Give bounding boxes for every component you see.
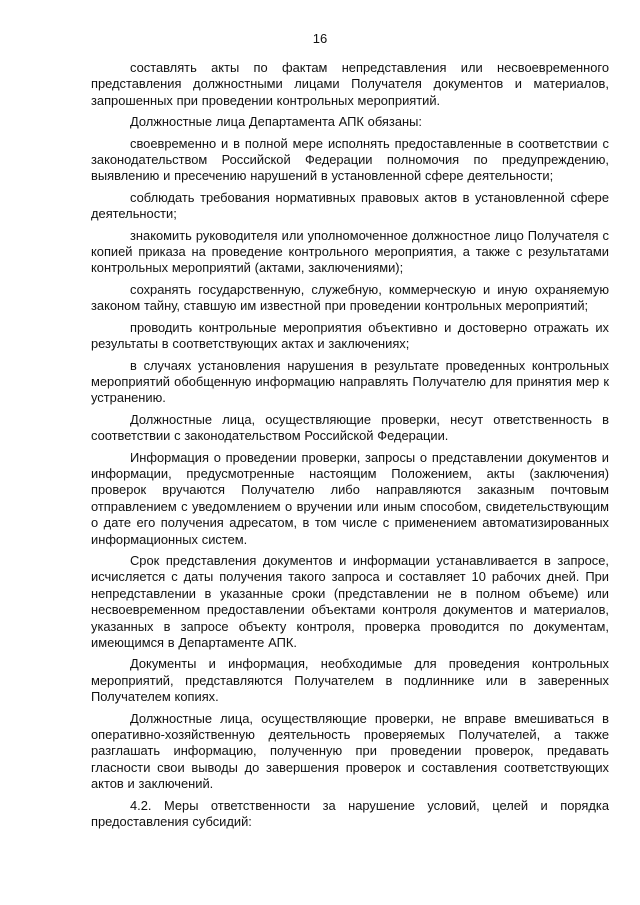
paragraph-officials-obliged: Должностные лица Департамента АПК обязаны:: [130, 114, 422, 130]
paragraph-section-4-2: 4.2. Меры ответственности за нарушение условий, целей и порядка предоставления субсидий:: [91, 797, 609, 830]
paragraph-violations-info: в случаях установления нарушения в результате проведенных контрольных мероприятий обобщенную информацию направлять Получателю для принятия мер к устранению.: [91, 357, 609, 406]
page-number: 16: [312, 31, 328, 46]
paragraph-responsibility: Должностные лица, осуществляющие проверки, несут ответственность в соответствии с законодательством Российской Федерации.: [91, 411, 609, 444]
paragraph-exercise-powers: своевременно и в полной мере исполнять предоставленные в соответствии с законодательством Российской Федерации полномочия по предупреждению, выявлению и пресечению нарушений в установленной сфере деятельности;: [91, 135, 609, 184]
paragraph-no-interference: Должностные лица, осуществляющие проверки, не вправе вмешиваться в оперативно-хозяйственную деятельность проверяемых Получателей, а также разглашать информацию, полученную при проведении проверок, предавать гласности свои выводы до завершения проверок и составления соответствующих актов и заключений.: [91, 710, 609, 792]
document-body: [91, 60, 609, 830]
paragraph-documents-originals: Документы и информация, необходимые для проведения контрольных мероприятий, представляются Получателем в подлиннике или в заверенных Получателем копиях.: [91, 656, 609, 705]
paragraph-conduct-objectively: проводить контрольные мероприятия объективно и достоверно отражать их результаты в соответствующих актах и заключениях;: [91, 319, 609, 352]
paragraph-keep-secrets: сохранять государственную, служебную, коммерческую и иную охраняемую законом тайну, ставшую им известной при проведении контрольных мероприятий;: [91, 281, 609, 314]
paragraph-acts-nonsubmission: составлять акты по фактам непредставления или несвоевременного представления должностными лицами Получателя документов и материалов, запрошенных при проведении контрольных мероприятий.: [91, 60, 609, 108]
paragraph-familiarize-recipient: знакомить руководителя или уполномоченное должностное лицо Получателя с копией приказа на проведение контрольного мероприятия, а также с результатами контрольных мероприятий (актами, заключениями);: [91, 227, 609, 276]
paragraph-comply-requirements: соблюдать требования нормативных правовых актов в установленной сфере деятельности;: [91, 189, 609, 222]
paragraph-submission-deadline: Срок представления документов и информации устанавливается в запросе, исчисляется с даты получения такого запроса и составляет 10 рабочих дней. При непредставлении в указанные сроки (представлении не в полном объеме) или несвоевременном предоставлении объектами контроля документов и материалов, указанных в запросе объекту контроля, проверка проводится по документам, имеющимся в Департаменте АПК.: [91, 552, 609, 650]
paragraph-information-delivery: Информация о проведении проверки, запросы о представлении документов и информации, предусмотренные настоящим Положением, акты (заключения) проверок вручаются Получателю либо направляются заказным почтовым отправлением с уведомлением о вручении или иным способом, свидетельствующим о дате его получения адресатом, в том числе с применением автоматизированных информационных систем.: [91, 449, 609, 547]
